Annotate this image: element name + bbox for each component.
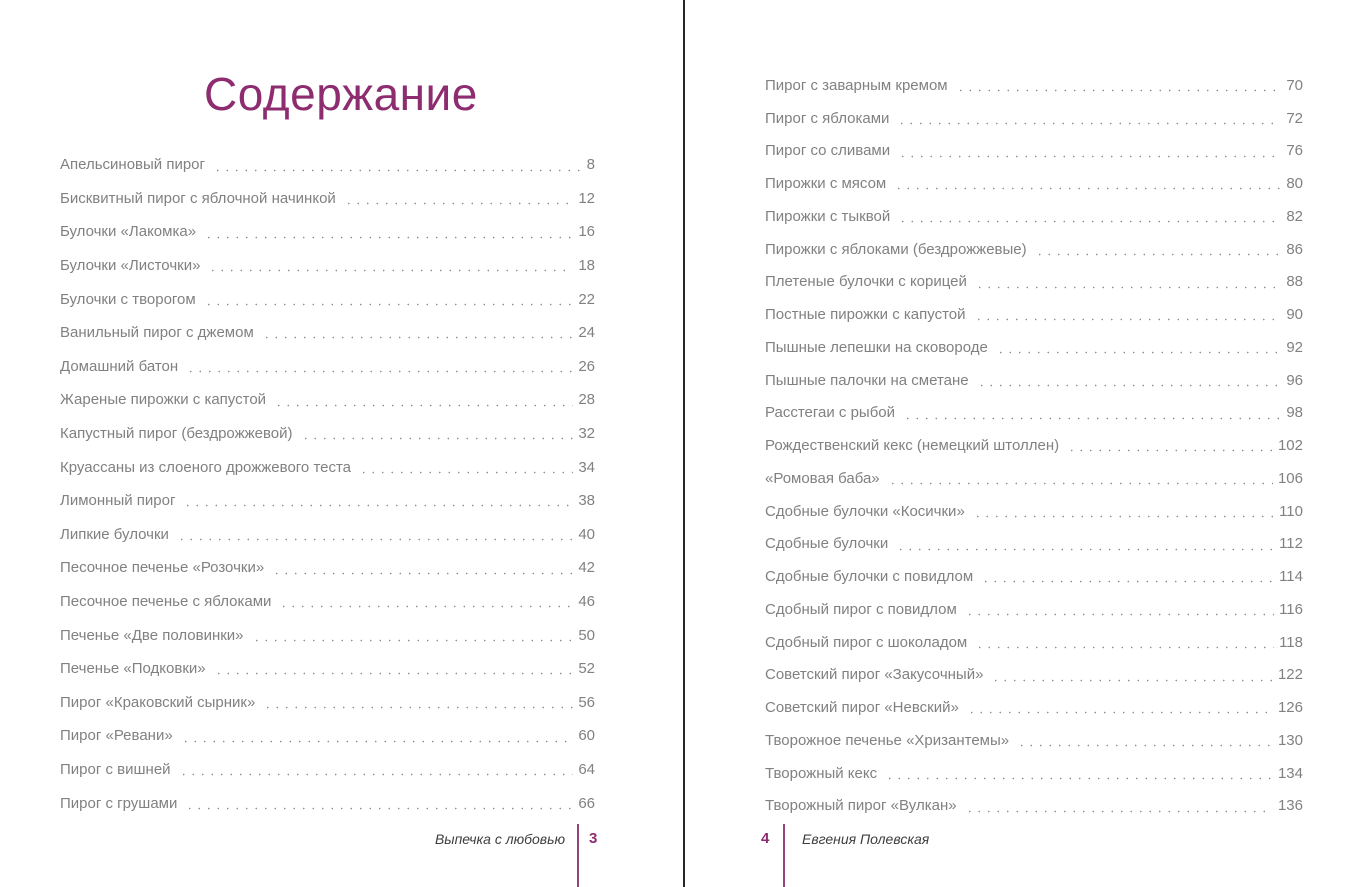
dot-leader [894,167,1281,200]
toc-entry-title: Булочки «Листочки» [60,257,201,275]
toc-entry [60,484,595,518]
toc-entry-title: «Ромовая баба» [765,469,880,487]
dot-leader [897,102,1281,135]
toc-entry-page: 12 [578,189,595,207]
dot-leader [903,397,1281,430]
toc-entry-page: 90 [1286,306,1303,324]
dot-leader [179,753,574,787]
dot-leader [214,652,574,686]
toc-entry-title: Апельсиновый пирог [60,156,205,174]
toc-entry-title: Постные пирожки с капустой [765,306,966,324]
toc-entry-page: 82 [1286,207,1303,225]
toc-entry-page: 126 [1277,699,1303,717]
toc-entry-title: Сдобные булочки с повидлом [765,568,974,586]
toc-entry-title: Пирог с заварным кремом [765,76,948,94]
toc-entry-title: Печенье «Две половинки» [60,626,244,644]
toc-entry [60,652,595,686]
toc-entry [765,102,1303,135]
toc-entry-page: 24 [578,324,595,342]
toc-entry-page: 136 [1277,797,1303,815]
toc-entry-title: Пирожки с мясом [765,175,887,193]
toc-entry-page: 56 [578,693,595,711]
dot-leader [898,135,1281,168]
toc-entry [765,135,1303,168]
toc-entry [765,429,1303,462]
toc-entry-title: Пирог со сливами [765,142,891,160]
toc-entry-title: Пышные палочки на сметане [765,371,969,389]
dot-leader [956,69,1282,102]
toc-entry-page: 38 [578,492,595,510]
toc-entry-title: Рождественский кекс (немецкий штоллен) [765,437,1060,455]
toc-right-column [765,69,1303,822]
dot-leader [181,719,574,753]
toc-entry-title: Лимонный пирог [60,492,176,510]
dot-leader [185,786,573,820]
toc-entry-title: Липкие булочки [60,525,169,543]
toc-entry-title: Пирожки с тыквой [765,207,891,225]
toc-entry [765,364,1303,397]
toc-entry-title: Бисквитный пирог с яблочной начинкой [60,189,336,207]
footer-rule-right [783,824,785,887]
toc-entry-page: 116 [1279,600,1303,618]
toc-entry-title: Творожное печенье «Хризантемы» [765,731,1010,749]
toc-entry-title: Сдобный пирог с повидлом [765,600,957,618]
dot-leader [279,585,573,619]
toc-entry [765,757,1303,790]
toc-entry [765,659,1303,692]
dot-leader [272,551,573,585]
toc-entry-title: Пирог «Краковский сырник» [60,693,256,711]
toc-entry [60,786,595,820]
toc-entry [765,462,1303,495]
toc-entry-page: 18 [578,257,595,275]
toc-entry [765,495,1303,528]
toc-entry-page: 122 [1277,666,1303,684]
dot-leader [965,593,1274,626]
toc-left-column [60,148,595,820]
toc-entry [765,298,1303,331]
toc-entry [60,450,595,484]
toc-entry-page: 26 [578,357,595,375]
toc-entry-title: Пирог «Ревани» [60,727,173,745]
toc-entry [765,626,1303,659]
toc-entry [765,266,1303,299]
footer-page-number-right: 4 [761,830,770,847]
toc-entry-title: Капустный пирог (бездрожжевой) [60,425,293,443]
toc-entry-page: 16 [578,223,595,241]
toc-entry-page: 66 [578,794,595,812]
dot-leader [252,618,574,652]
toc-entry-page: 50 [578,626,595,644]
toc-entry-page: 92 [1286,338,1303,356]
dot-leader [996,331,1281,364]
toc-entry-page: 102 [1277,437,1303,455]
dot-leader [1067,429,1273,462]
toc-entry-page: 76 [1286,142,1303,160]
dot-leader [1017,724,1273,757]
toc-entry [60,182,595,216]
toc-entry-page: 112 [1279,535,1303,553]
toc-entry-page: 52 [578,660,595,678]
toc-entry [765,200,1303,233]
toc-entry-title: Пирог с грушами [60,794,178,812]
dot-leader [885,757,1273,790]
toc-entry-title: Печенье «Подковки» [60,660,206,678]
toc-entry-page: 8 [586,156,595,174]
toc-entry-title: Пирог с вишней [60,760,171,778]
toc-entry-page: 34 [578,458,595,476]
dot-leader [359,450,573,484]
dot-leader [977,364,1282,397]
toc-entry-title: Булочки с творогом [60,290,196,308]
toc-entry [60,249,595,283]
toc-entry [765,233,1303,266]
toc-entry-page: 80 [1286,175,1303,193]
toc-entry [765,331,1303,364]
dot-leader [975,626,1274,659]
toc-entry [765,167,1303,200]
toc-entry [60,148,595,182]
toc-entry [60,282,595,316]
toc-entry-title: Круассаны из слоеного дрожжевого теста [60,458,352,476]
toc-entry-title: Песочное печенье с яблоками [60,593,272,611]
toc-entry-page: 114 [1279,568,1303,586]
dot-leader [967,691,1273,724]
toc-entry [60,551,595,585]
toc-entry [765,69,1303,102]
toc-entry-page: 42 [578,559,595,577]
dot-leader [186,350,573,384]
dot-leader [262,316,574,350]
toc-entry [765,790,1303,823]
toc-entry [765,560,1303,593]
page-title: Содержание [204,68,478,120]
toc-entry-title: Плетеные булочки с корицей [765,273,967,291]
dot-leader [965,790,1273,823]
toc-entry [60,585,595,619]
toc-entry-page: 28 [578,391,595,409]
toc-entry [60,518,595,552]
dot-leader [204,215,573,249]
dot-leader [208,249,573,283]
dot-leader [973,495,1274,528]
toc-entry-page: 64 [578,760,595,778]
toc-entry [765,691,1303,724]
toc-entry-page: 86 [1286,240,1303,258]
toc-entry-title: Жареные пирожки с капустой [60,391,267,409]
toc-entry-title: Сдобные булочки [765,535,889,553]
footer-page-number-left: 3 [589,830,598,847]
toc-entry [60,618,595,652]
dot-leader [991,659,1273,692]
toc-entry-page: 134 [1277,764,1303,782]
dot-leader [177,518,573,552]
footer-author-name: Евгения Полевская [802,831,930,847]
toc-entry-page: 130 [1277,731,1303,749]
toc-entry [60,686,595,720]
toc-entry-title: Домашний батон [60,357,179,375]
toc-entry-title: Песочное печенье «Розочки» [60,559,265,577]
toc-entry-title: Советский пирог «Невский» [765,699,959,717]
toc-entry-page: 88 [1286,273,1303,291]
toc-entry-page: 106 [1277,469,1303,487]
toc-entry-title: Советский пирог «Закусочный» [765,666,984,684]
toc-entry [60,753,595,787]
toc-entry [765,593,1303,626]
toc-entry-page: 96 [1286,371,1303,389]
toc-entry [60,350,595,384]
toc-entry-page: 22 [578,290,595,308]
dot-leader [213,148,582,182]
toc-entry-page: 70 [1286,76,1303,94]
toc-entry [765,528,1303,561]
footer-rule-left [577,824,579,887]
dot-leader [975,266,1281,299]
dot-leader [263,686,573,720]
toc-entry [60,417,595,451]
dot-leader [344,182,574,216]
toc-entry-title: Сдобные булочки «Косички» [765,502,965,520]
toc-entry [765,397,1303,430]
toc-entry-page: 60 [578,727,595,745]
dot-leader [204,282,574,316]
dot-leader [1035,233,1282,266]
toc-entry-title: Расстегаи с рыбой [765,404,896,422]
toc-entry-title: Пирог с яблоками [765,109,890,127]
page-divider-line [683,0,685,887]
toc-entry [60,383,595,417]
toc-entry-page: 98 [1286,404,1303,422]
toc-entry [60,215,595,249]
toc-entry [765,724,1303,757]
toc-entry-title: Творожный пирог «Вулкан» [765,797,957,815]
toc-entry-page: 46 [578,593,595,611]
toc-entry [60,719,595,753]
toc-entry [60,316,595,350]
dot-leader [183,484,573,518]
dot-leader [301,417,574,451]
toc-entry-page: 40 [578,525,595,543]
toc-entry-title: Пышные лепешки на сковороде [765,338,988,356]
footer-book-title: Выпечка с любовью [434,831,565,847]
dot-leader [974,298,1282,331]
toc-entry-page: 118 [1279,633,1303,651]
toc-entry-title: Сдобный пирог с шоколадом [765,633,968,651]
toc-entry-title: Булочки «Лакомка» [60,223,197,241]
toc-entry-title: Ванильный пирог с джемом [60,324,254,342]
toc-entry-page: 32 [578,425,595,443]
dot-leader [898,200,1281,233]
toc-entry-page: 110 [1279,502,1303,520]
dot-leader [896,528,1274,561]
dot-leader [981,560,1274,593]
toc-entry-title: Творожный кекс [765,764,878,782]
toc-entry-title: Пирожки с яблоками (бездрожжевые) [765,240,1027,258]
dot-leader [274,383,573,417]
toc-entry-page: 72 [1286,109,1303,127]
dot-leader [888,462,1273,495]
